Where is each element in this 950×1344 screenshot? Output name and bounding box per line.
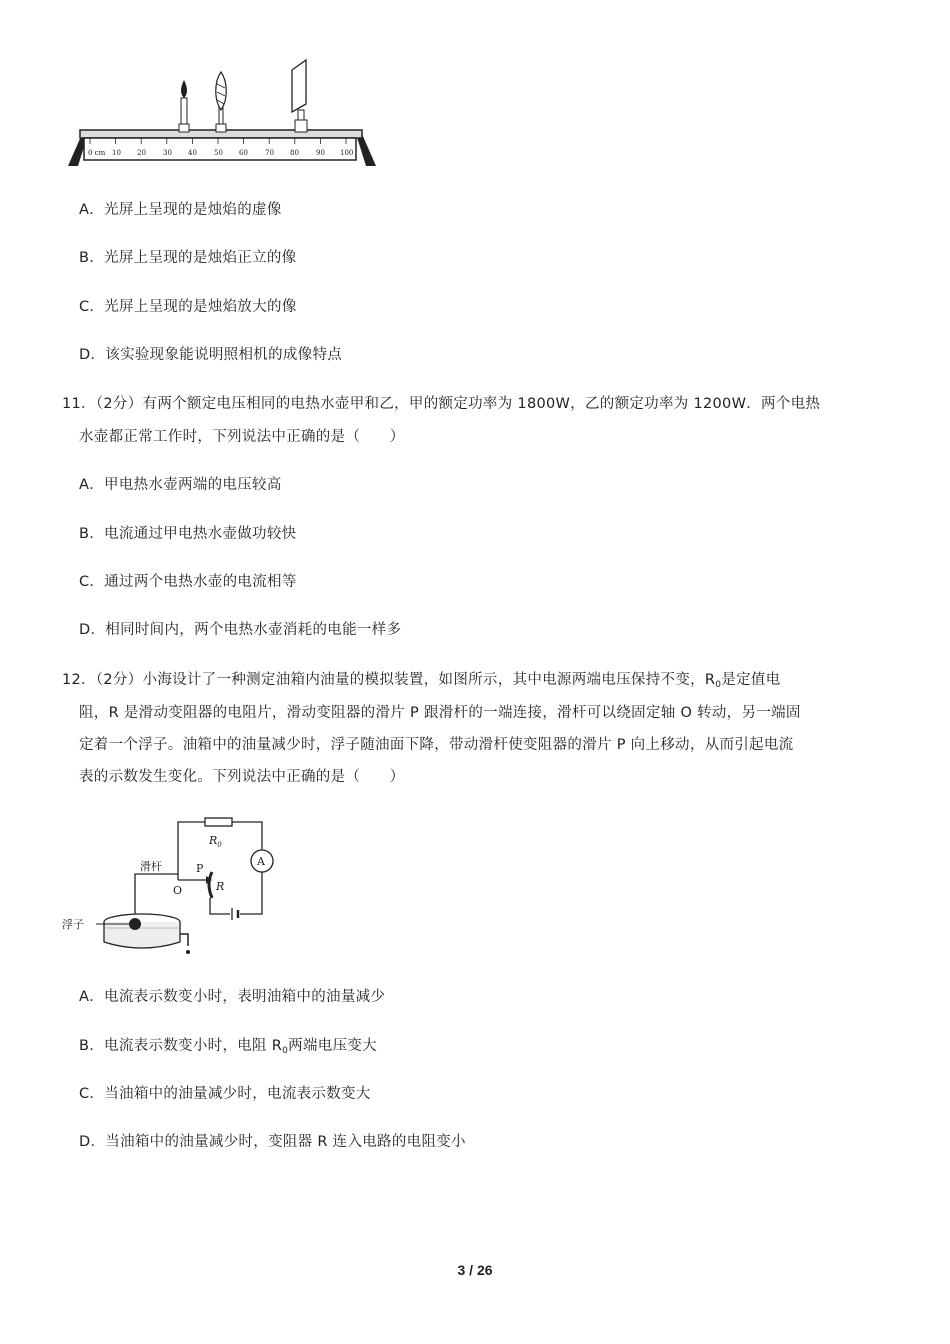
scale-label: 70 [265, 149, 274, 157]
scale-label: 60 [239, 149, 248, 157]
slider-label: P [196, 862, 204, 875]
q12-option-d: D．当油箱中的油量减少时，变阻器 R 连入电路的电阻变小 [79, 1134, 466, 1150]
q12-option-b [79, 1036, 377, 1061]
candle [179, 80, 189, 132]
q11-option-a: A．甲电热水壶两端的电压较高 [79, 477, 282, 493]
oil-tank [104, 914, 190, 954]
q11-option-d: D．相同时间内，两个电热水壶消耗的电能一样多 [79, 622, 402, 638]
convex-lens [216, 72, 227, 132]
r0-label [208, 834, 222, 849]
q12-stem-line3: 定着一个浮子。油箱中的油量减少时，浮子随油面下降，带动滑杆使变阻器的滑片 P 向上移动，从而引起电流 [79, 737, 794, 753]
q12-option-c: C．当油箱中的油量减少时，电流表示数变大 [79, 1086, 371, 1102]
optical-bench-figure [62, 58, 382, 170]
scale-label: 0 cm [88, 149, 106, 157]
r0-letter: R [209, 834, 218, 847]
pivot-label: O [173, 884, 183, 897]
ammeter-label: A [257, 855, 265, 868]
light-screen [292, 60, 307, 132]
q12-option-b-text: 两端电压变大 [288, 1038, 377, 1054]
q10-option-b: B．光屏上呈现的是烛焰正立的像 [79, 250, 297, 266]
battery [232, 908, 238, 920]
q12-stem-text: 12．（2分）小海设计了一种测定油箱内油量的模拟装置，如图所示，其中电源两端电压保持不变，R [62, 672, 716, 688]
q11-stem-line2: 水壶都正常工作时，下列说法中正确的是（ ） [79, 429, 405, 445]
oil-gauge-circuit-figure [60, 812, 280, 960]
q10-option-c: C．光屏上呈现的是烛焰放大的像 [79, 299, 297, 315]
q12-option-a: A．电流表示数变小时，表明油箱中的油量减少 [79, 989, 386, 1005]
scale-label: 50 [214, 149, 223, 157]
q11-option-c: C．通过两个电热水壶的电流相等 [79, 574, 297, 590]
scale-label: 100 [340, 149, 354, 157]
q11-stem-line1: 11．（2分）有两个额定电压相同的电热水壶甲和乙，甲的额定功率为 1800W，乙的额定功率为 1200W．两个电热 [62, 396, 821, 412]
scale-label: 40 [188, 149, 197, 157]
q10-option-a: A．光屏上呈现的是烛焰的虚像 [79, 202, 282, 218]
subscript: 0 [715, 680, 722, 690]
r0-subscript: 0 [217, 841, 222, 849]
q12-stem-line1 [62, 670, 781, 695]
scale-label: 20 [137, 149, 146, 157]
scale-label: 30 [163, 149, 172, 157]
rheostat-strip [209, 872, 212, 898]
q11-option-b: B．电流通过甲电热水壶做功较快 [79, 526, 297, 542]
tap-icon [180, 934, 188, 946]
q12-option-b-text: B．电流表示数变小时，电阻 R [79, 1038, 283, 1054]
r0-resistor [205, 818, 232, 826]
q12-stem-line4: 表的示数发生变化。下列说法中正确的是（ ） [79, 769, 405, 785]
q10-option-d: D．该实验现象能说明照相机的成像特点 [79, 347, 343, 363]
page-number: 3 / 26 [457, 1262, 493, 1278]
rheostat-label: R [216, 880, 225, 893]
lever-label: 滑杆 [140, 860, 162, 873]
scale-label: 90 [316, 149, 325, 157]
subscript: 0 [282, 1046, 289, 1056]
float-label: 浮子 [62, 918, 84, 931]
q12-stem-text: 是定值电 [721, 672, 781, 688]
bench-right-leg [356, 134, 376, 166]
scale-label: 80 [290, 149, 299, 157]
q12-stem-line2: 阻，R 是滑动变阻器的电阻片，滑动变阻器的滑片 P 跟滑杆的一端连接，滑杆可以绕固定轴 O 转动，另一端固 [79, 705, 801, 721]
float-ball [129, 918, 141, 930]
scale-label: 10 [112, 149, 121, 157]
